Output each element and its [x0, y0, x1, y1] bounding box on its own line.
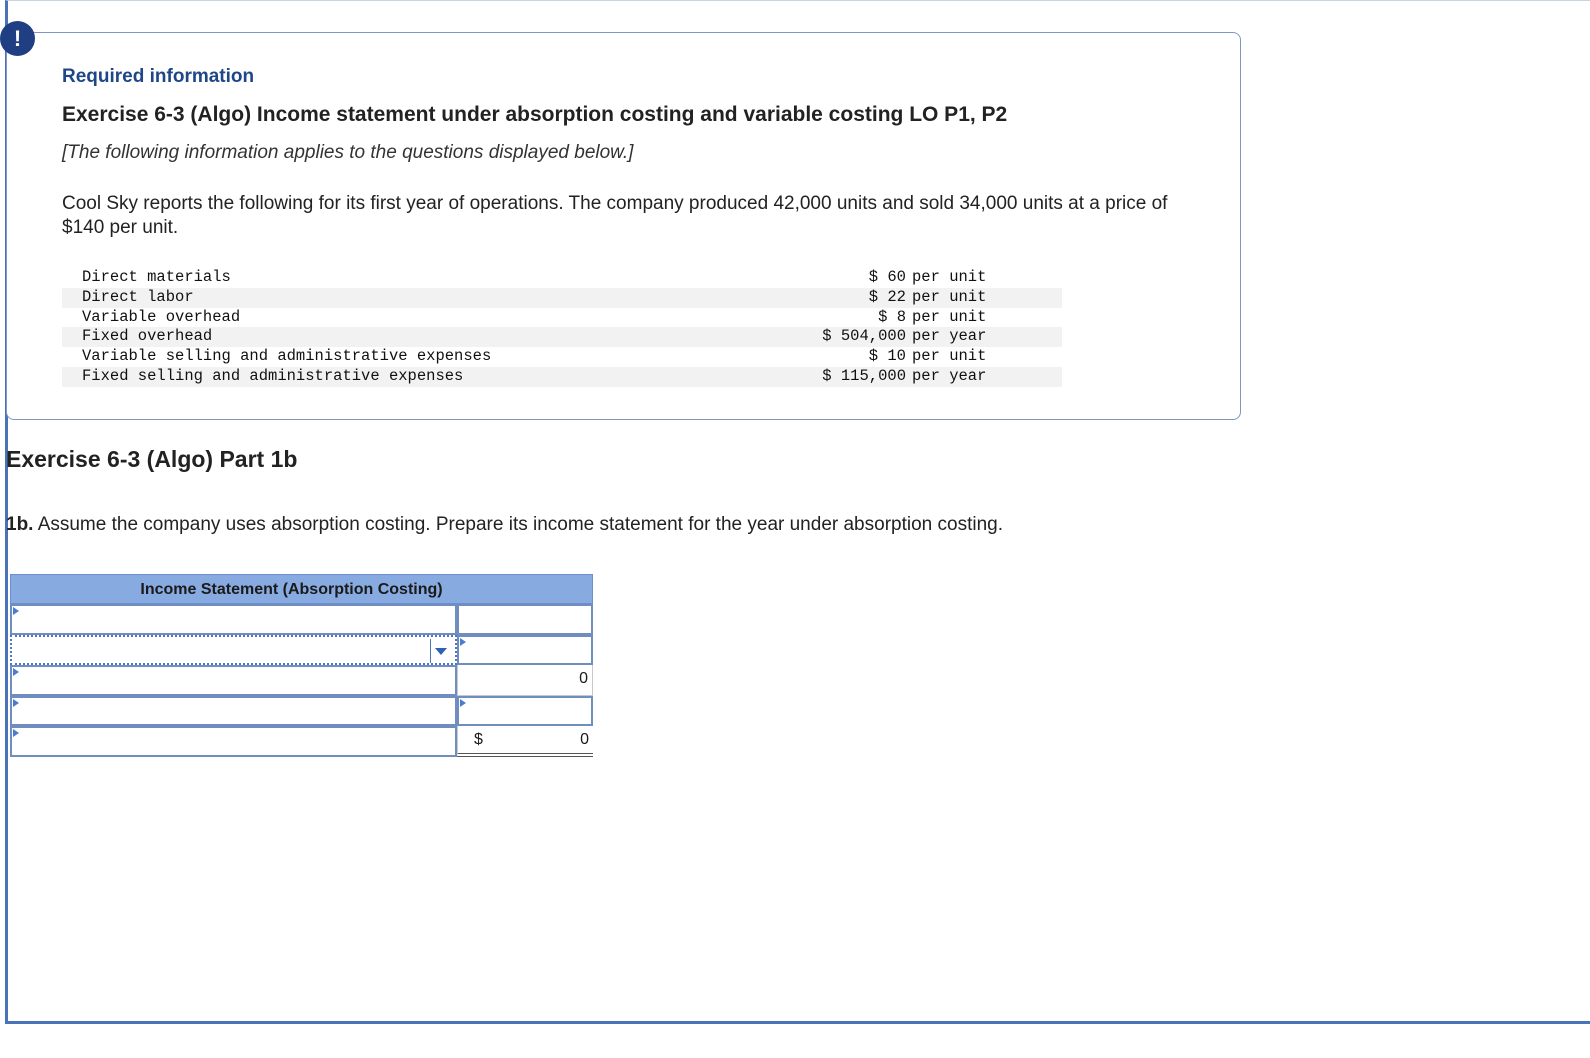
- computed-amount: 0: [457, 665, 593, 696]
- income-statement-grid: [10, 574, 593, 757]
- required-info-heading: Required information: [62, 66, 255, 87]
- total-value: 0: [580, 731, 589, 748]
- statement-row: [10, 726, 593, 757]
- table-row: [62, 288, 1062, 308]
- cost-data-table: [62, 268, 1062, 387]
- part-title: Exercise 6-3 (Algo) Part 1b: [6, 446, 298, 472]
- currency-symbol: $: [474, 731, 483, 748]
- table-row: [62, 347, 1062, 367]
- label-input[interactable]: [10, 604, 457, 635]
- dropdown-separator: [430, 639, 431, 663]
- row-marker-icon: [460, 638, 466, 646]
- statement-row: [10, 635, 593, 666]
- question-text: [6, 514, 1003, 536]
- cost-basis: per unit: [906, 288, 1062, 308]
- table-row: [62, 327, 1062, 347]
- row-marker-icon: [13, 668, 19, 676]
- cost-label: Fixed overhead: [62, 327, 706, 347]
- cost-basis: per unit: [912, 347, 987, 366]
- cost-label: Direct labor: [62, 288, 706, 308]
- amount-input[interactable]: [457, 604, 593, 635]
- statement-row: [10, 665, 593, 696]
- cost-basis: per year: [906, 327, 1062, 347]
- income-statement-header: Income Statement (Absorption Costing): [10, 574, 593, 604]
- cost-amount: $ 115,000: [706, 367, 906, 387]
- row-marker-icon: [13, 699, 19, 707]
- cost-amount: $ 22: [706, 288, 906, 308]
- label-input[interactable]: [10, 726, 457, 757]
- cost-basis: per unit: [912, 268, 987, 286]
- cost-amount: $ 10: [868, 347, 906, 366]
- applies-note: [The following information applies to the questions displayed below.]: [62, 142, 634, 163]
- row-marker-icon: [460, 699, 466, 707]
- row-marker-icon: [13, 607, 19, 615]
- cost-basis: per unit: [912, 307, 987, 326]
- label-dropdown[interactable]: [10, 635, 457, 666]
- table-row: [62, 308, 1062, 328]
- cost-amount: $ 60: [868, 268, 906, 286]
- chevron-down-icon[interactable]: [435, 648, 447, 655]
- total-amount: [457, 726, 593, 757]
- cost-label: Variable selling and administrative expenses: [82, 347, 492, 366]
- cost-amount: $ 8: [878, 307, 906, 326]
- statement-row: [10, 696, 593, 727]
- label-input[interactable]: [10, 665, 457, 696]
- cost-basis: per year: [906, 367, 1062, 387]
- question-body: Assume the company uses absorption costing. Prepare its income statement for the year under absorption costing.: [37, 514, 1003, 535]
- label-input[interactable]: [10, 696, 457, 727]
- cost-label: Direct materials: [82, 268, 231, 286]
- table-row: [62, 367, 1062, 387]
- amount-input[interactable]: [457, 696, 593, 727]
- alert-icon: !: [0, 21, 35, 56]
- cost-label: Fixed selling and administrative expenses: [62, 367, 706, 387]
- amount-input[interactable]: [457, 635, 593, 666]
- cost-label: Variable overhead: [82, 307, 241, 326]
- intro-text: Cool Sky reports the following for its first year of operations. The company produced 42,000 units and sold 34,000 units at a price of $140 per unit.: [62, 193, 1168, 238]
- row-marker-icon: [13, 729, 19, 737]
- exercise-title: Exercise 6-3 (Algo) Income statement under absorption costing and variable costing LO P1, P2: [62, 103, 1008, 126]
- question-number: 1b.: [6, 514, 34, 535]
- table-row: [62, 268, 1062, 288]
- cost-amount: $ 504,000: [706, 327, 906, 347]
- statement-row: [10, 604, 593, 635]
